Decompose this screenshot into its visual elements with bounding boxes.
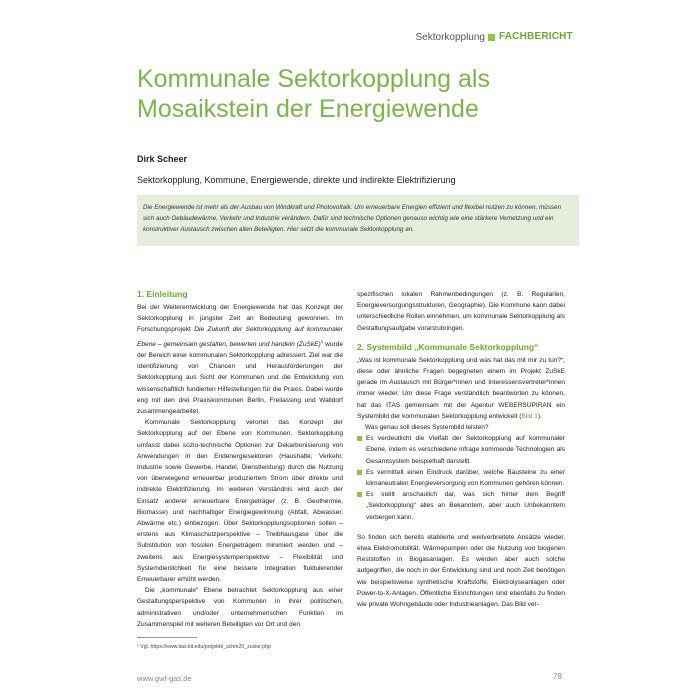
bullet-square-icon — [357, 492, 362, 497]
paragraph-2: Kommunale Sektorkopplung verortet das Konzept der Sektorkopplung auf der Ebene von Kommunen. Sektorkopplung umfasst dabei sozio-technische Optionen zur Dekarbonisierung von Anwendungen in den Endenergiesektoren (Haushalte, Verkehr, Industrie sowie Gewerbe, Handel, Dienstleistung) durch die Nutzung von überwiegend erneuerbar produziertem Strom über direkte und indirekte Elektrifizierung. Im weiteren Verständnis wird auch der Einsatz anderer erneuerbare Energieträger (z. B. Geothermie, Biomasse) und nachhaltiger Energiegewinnung (Abfall, Abwasser, Abwärme etc.) einbezogen. Über Sektorkopplungsoptionen sollen – erstens aus Klimaschutzperspektive – Treibhausgase über die Substitution von fossilen Energieträgern minimiert werden und – zweitens aus Energiesystemperspektive – Flexibilität und Systemdienlichkeit für eine bessere Integration fluktuierender Erneuerbarer erhöht werden. — [137, 419, 343, 584]
paragraph-continued: spezifischen lokalen Rahmenbedingungen (z. B. Regularien, Energieversorgungsstrukturen, Geographie). Die Kommune kann dabei unterschiedliche Rollen einnehmen, um kommunale Sektorkopplung als Gestaltungsaufgabe voranzubringen. — [357, 291, 565, 332]
right-column — [357, 289, 565, 610]
bullet-square-icon — [357, 470, 362, 475]
footnote: ¹ Vgl. https://www.itas.kit.edu/projekte_schm20_zuske.php — [137, 644, 271, 650]
paragraph-1: Bei der Weiterentwicklung der Energiewende hat das Konzept der Sektorkopplung in jüngster Zeit an Bedeutung gewonnen. Im Forschungsprojekt Die Zukunft der Sektorkopplung auf kommunaler Ebene – gemeinsam gestalten, bewerten und handeln (ZuSkE)$^1$ wurde der Bereich einer kommunalen Sektorkopplung adressiert. Ziel war die Identifizierung von Chancen und Herausforderungen der Sektorkopplung aus Sicht der Kommunen und die Entwicklung von wissenschaftlich fundierten Hilfestellungen für die Praxis. Dabei wurde eng mit den drei Praxiskommunen Berlin, Freilassing und Walldorf zusammengearbeitet. — [137, 304, 343, 415]
footnote-divider — [137, 637, 197, 638]
bullet-square-icon — [357, 436, 362, 441]
footer-url: www.gwf-gas.de — [137, 674, 192, 683]
author: Dirk Scheer — [137, 154, 188, 164]
abstract-box — [137, 195, 579, 246]
bullet-list — [357, 433, 565, 523]
left-column — [137, 289, 343, 630]
title-line-1: Kommunale Sektorkopplung als — [137, 65, 490, 93]
heading-introduction: 1. Einleitung — [137, 289, 188, 299]
abstract-text: Die Energiewende ist mehr als der Ausbau von Windkraft und Photovoltaik. Um erneuerbare Energien effizient und flexibel nutzen zu können, müssen sich auch Gebäudewärme, Verkehr und Industrie verändern. Dafür sind technische Optionen genauso wichtig wie eine stärkere Vernetzung und ein konstruktiver Austausch zwischen allen Beteiligten. Hier setzt die kommunale Sektorkopplung an. — [143, 204, 561, 233]
running-header-type: FACHBERICHT — [499, 31, 573, 42]
page-number: 79 — [553, 672, 562, 681]
running-header-section: Sektorkopplung — [415, 32, 485, 43]
list-item: Es verdeutlicht die Vielfalt der Sektorkopplung auf kommunaler Ebene, indem es verschiedene infrage kommende Technologien als Gesamtsystem beispielhaft darstellt. — [357, 433, 565, 467]
title-line-2: Mosaikstein der Energiewende — [137, 95, 479, 123]
paragraph-3: Die „kommunale“ Ebene betrachtet Sektorkopplung aus einer Gestaltungsperspektive von Kommunen in ihrer politischen, administrativen und/oder unternehmerischen Funktion im Zusammenspiel mit weiteren Beteiligten vor Ort und den — [137, 587, 343, 628]
paragraph-4: „Was ist kommunale Sektorkopplung und was hat das mit mir zu tun?“, diese oder ähnliche Fragen begegneten einem im Projekt ZuSkE gerade im Austausch mit Bürger*innen und Interessensvertreter*innen immer wieder. Um diese Frage verständlich beantworten zu können, hat das ITAS gemeinsam mit der Agentur WEBERSUPIRAN ein Systembild der kommunalen Sektorkopplung entwickelt (Bild 1). — [357, 356, 565, 420]
figure-reference-link[interactable]: Bild 1 — [521, 412, 538, 420]
list-item: Es stellt anschaulich dar, was sich hinter dem Begriff „Sektorkopplung“ alles an Bekanntem, aber auch Unbekanntem verbergen kann. — [357, 489, 565, 523]
paragraph-5: Was genau soll dieses Systembild leisten? — [365, 424, 489, 432]
list-item: Es vermittelt einen Eindruck darüber, welche Bausteine zu einer klimaneutralen Energieversorgung von Kommunen gehören können. — [357, 467, 565, 489]
paragraph-6: So finden sich bereits etablierte und weitverbreitete Ansätze wieder, etwa Elektromobilität, Wärmepumpen oder die Nutzung von biogenen Reststoffen in Biogasanlagen. Es werden aber auch solche aufgegriffen, die noch in der Entwicklung sind und noch Zeit benötigen wie beispielsweise synthetische Kraftstoffe, Elektrolyseanlagen oder Power-to-X-Anlagen. Öffentliche Einrichtungen sind ebenfalls zu finden wie private Wohngebäude oder Industrieanlagen. Das Bild ver- — [357, 533, 565, 609]
heading-systembild: 2. Systembild „Kommunale Sektorkopplung“ — [357, 341, 539, 352]
keywords: Sektorkopplung, Kommune, Energiewende, direkte und indirekte Elektrifizierung — [137, 175, 456, 185]
article-title — [137, 64, 577, 124]
header-square-icon — [488, 34, 495, 41]
